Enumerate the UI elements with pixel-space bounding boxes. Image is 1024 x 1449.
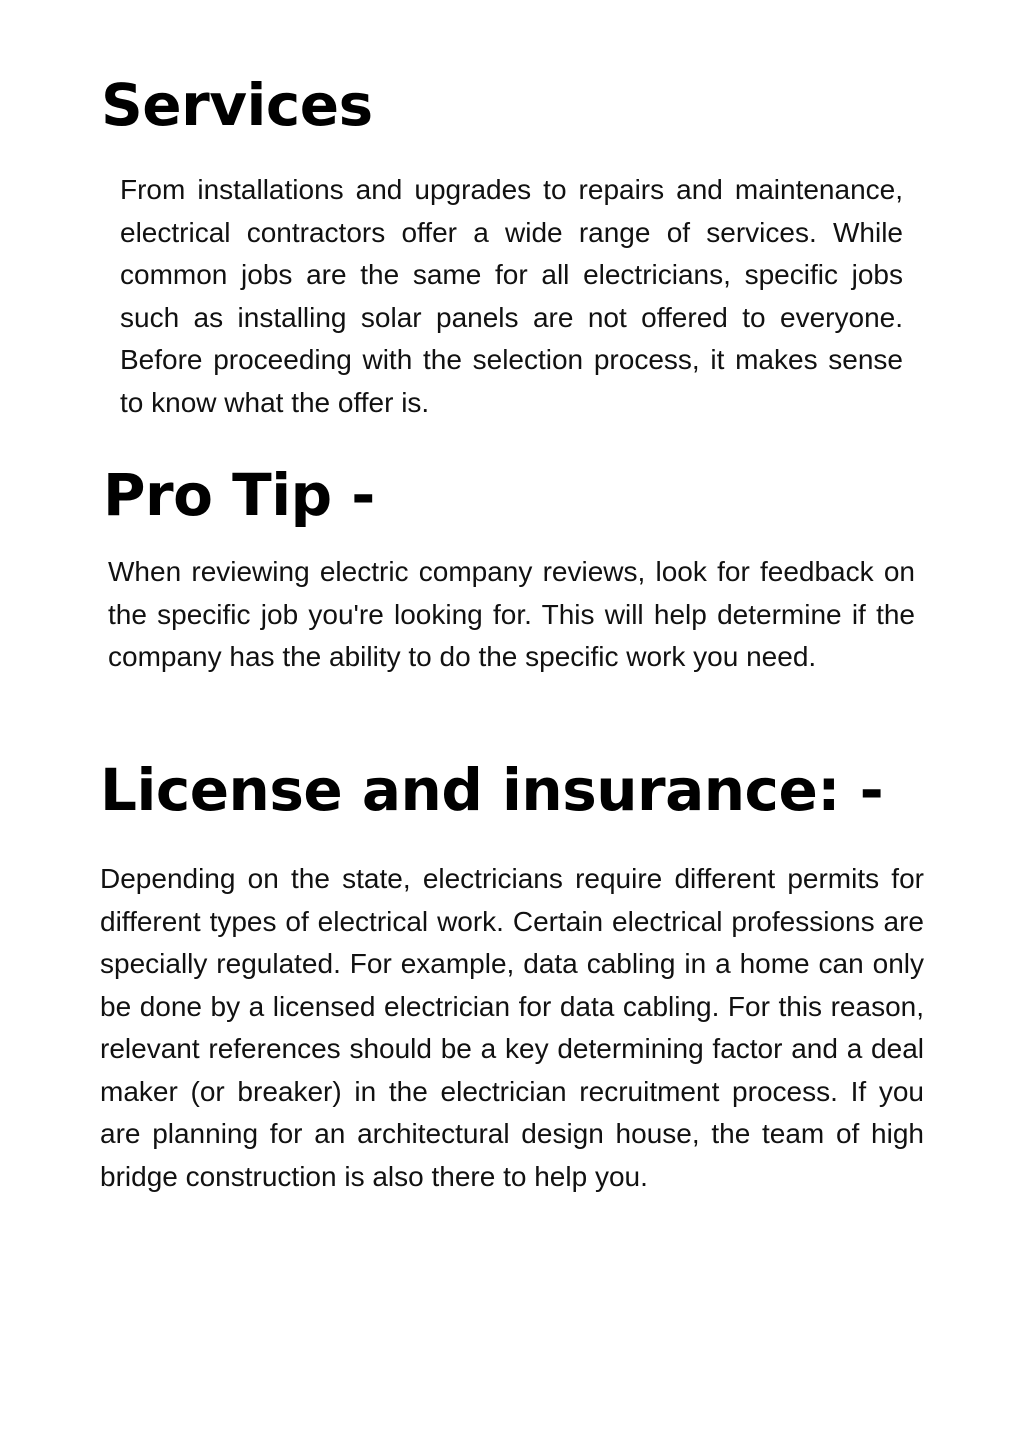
services-heading: Services: [101, 71, 373, 139]
services-paragraph: From installations and upgrades to repairs and maintenance, electrical contractors offer a wide range of services. While common jobs are the same for all electricians, specific jobs such as installing solar panels are not offered to everyone. Before proceeding with the selection process, it makes sense to know what the offer is.: [120, 174, 903, 418]
pro-tip-heading: Pro Tip -: [103, 461, 375, 529]
license-heading: License and insurance: -: [100, 756, 884, 824]
pro-tip-paragraph: When reviewing electric company reviews, look for feedback on the specific job you're looking for. This will help determine if the company has the ability to do the specific work you need.: [108, 556, 915, 672]
license-paragraph: Depending on the state, electricians require different permits for different types of electrical work. Certain electrical professions are specially regulated. For example, data cabling in a home can only be done by a licensed electrician for data cabling. For this reason, relevant references should be a key determining factor and a deal maker (or breaker) in the electrician recruitment process. If you are planning for an architectural design house, the team of high bridge construction is also there to help you.: [100, 863, 924, 1192]
